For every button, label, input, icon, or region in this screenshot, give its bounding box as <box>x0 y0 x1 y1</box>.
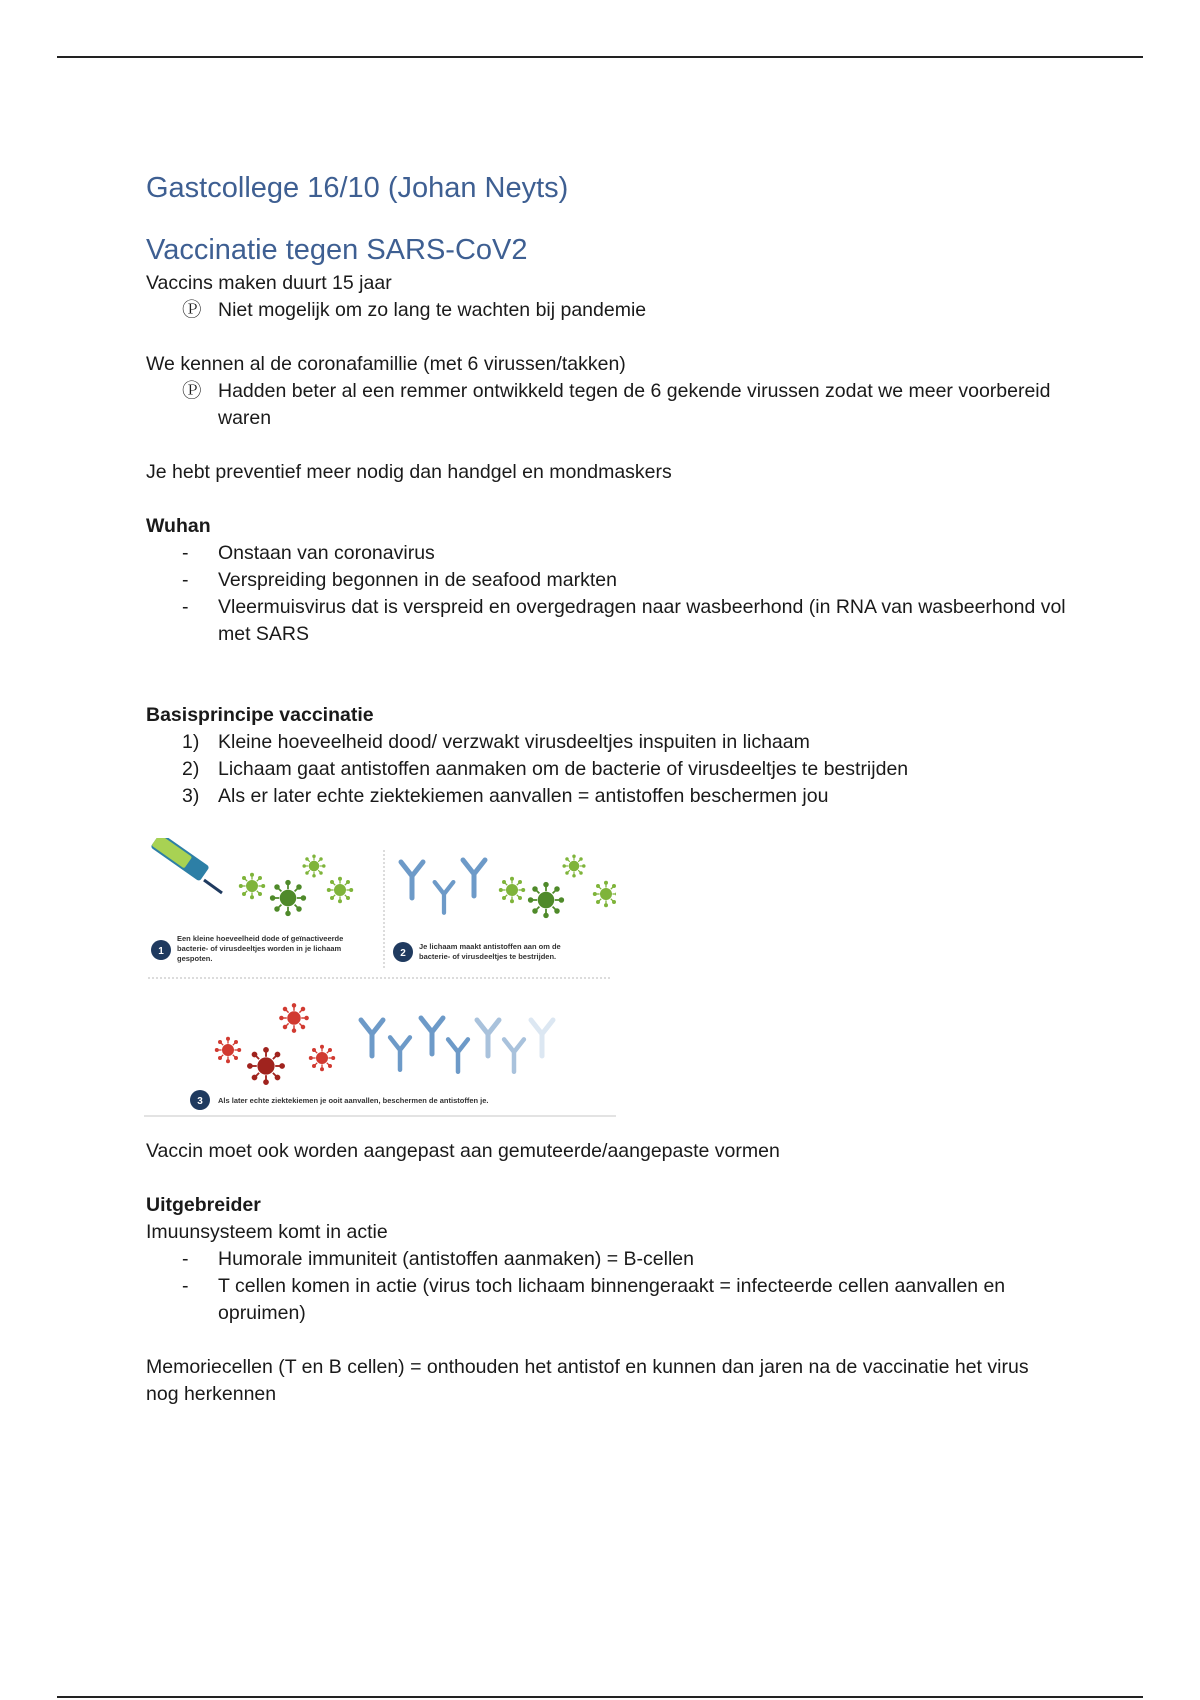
paragraph-vaccins-duur: Vaccins maken duurt 15 jaar <box>146 272 392 294</box>
svg-text:1: 1 <box>158 946 164 957</box>
step1-caption: Een kleine hoeveelheid dode of geïnactiveerde <box>177 934 344 943</box>
point-list-2 <box>146 378 1066 432</box>
point-list-1 <box>146 297 1066 324</box>
list-item: - Verspreiding begonnen in de seafood markten <box>182 569 617 591</box>
svg-text:2: 2 <box>400 948 406 959</box>
step3-caption: Als later echte ziektekiemen je ooit aanvallen, beschermen de antistoffen je. <box>218 1096 489 1105</box>
paragraph-corona-familie: We kennen al de coronafamillie (met 6 virussen/takken) <box>146 353 626 375</box>
svg-text:gespoten.: gespoten. <box>177 954 213 963</box>
bottom-rule <box>57 1696 1143 1698</box>
document-body <box>146 168 1066 1408</box>
vaccination-figure <box>144 838 616 1118</box>
heading-uitgebreider: Uitgebreider <box>146 1194 261 1216</box>
top-rule <box>57 56 1143 58</box>
list-item: - T cellen komen in actie (virus toch lichaam binnengeraakt = infecteerde cellen aanvallen en opruimen) <box>182 1275 1006 1324</box>
list-item: 1) Kleine hoeveelheid dood/ verzwakt virusdeeltjes inspuiten in lichaam <box>182 731 810 753</box>
pathogen-icon <box>248 1048 285 1085</box>
basisprincipe-list <box>146 729 1066 810</box>
point-item: Ⓟ Hadden beter al een remmer ontwikkeld tegen de 6 gekende virussen zodat we meer voorbereid waren <box>182 380 1051 429</box>
uitgebreider-list <box>146 1246 1066 1327</box>
dead-virus-icon <box>270 880 305 915</box>
paragraph-memoriecellen: Memoriecellen (T en B cellen) = onthouden het antistof en kunnen dan jaren na de vaccinatie het virus nog herkennen <box>146 1356 1029 1405</box>
paragraph-vaccin-aangepast: Vaccin moet ook worden aangepast aan gemuteerde/aangepaste vormen <box>146 1140 780 1162</box>
svg-text:bacterie- of virusdeeltjes wor: bacterie- of virusdeeltjes worden in je lichaam <box>177 944 342 953</box>
vaccination-illustration <box>144 838 616 1118</box>
list-item: - Onstaan van coronavirus <box>182 542 435 564</box>
section-title: Vaccinatie tegen SARS-CoV2 <box>146 234 528 266</box>
page-title: Gastcollege 16/10 (Johan Neyts) <box>146 172 569 204</box>
p-symbol-icon: Ⓟ <box>182 299 202 321</box>
point-item: Ⓟ Niet mogelijk om zo lang te wachten bij pandemie <box>146 297 1066 324</box>
paragraph-preventief: Je hebt preventief meer nodig dan handgel en mondmaskers <box>146 461 672 483</box>
heading-wuhan: Wuhan <box>146 515 211 537</box>
list-item: 3) Als er later echte ziektekiemen aanvallen = antistoffen beschermen jou <box>182 785 829 807</box>
wuhan-list <box>146 540 1066 648</box>
heading-basisprincipe: Basisprincipe vaccinatie <box>146 704 374 726</box>
dead-virus-icon <box>528 882 563 917</box>
svg-text:3: 3 <box>197 1096 203 1107</box>
svg-text:bacterie- of virusdeeltjes te: bacterie- of virusdeeltjes te bestrijden. <box>419 952 557 961</box>
p-symbol-icon: Ⓟ <box>182 380 202 402</box>
list-item: 2) Lichaam gaat antistoffen aanmaken om de bacterie of virusdeeltjes te bestrijden <box>182 758 909 780</box>
list-item: - Humorale immuniteit (antistoffen aanmaken) = B-cellen <box>182 1248 694 1270</box>
paragraph-immuunsysteem: Imuunsysteem komt in actie <box>146 1221 388 1243</box>
list-item: - Vleermuisvirus dat is verspreid en overgedragen naar wasbeerhond (in RNA van wasbeerhond vol met SARS <box>182 596 1066 645</box>
step2-caption: Je lichaam maakt antistoffen aan om de <box>419 942 561 951</box>
